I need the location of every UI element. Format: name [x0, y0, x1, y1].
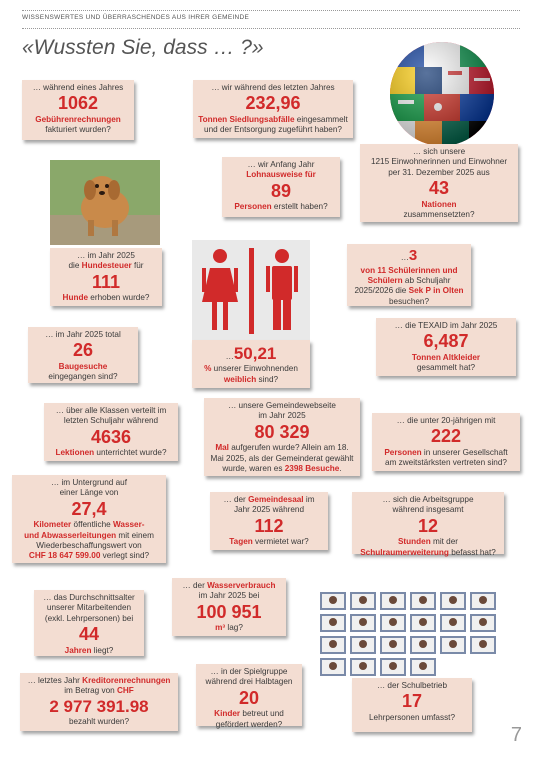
fact-outro: eingegangen sind? [48, 372, 118, 382]
fact-text: 2025/2026 die [354, 286, 409, 296]
fact-highlight: 2398 Besuche [284, 463, 340, 473]
fact-intro: … [225, 352, 234, 361]
fact-wasserleitungen [12, 475, 166, 563]
fact-outro: fakturiert wurden? [45, 125, 111, 135]
fact-gebuehrenrechnungen [22, 80, 134, 140]
fact-outro: verlegt sind? [100, 551, 150, 561]
fact-outro: am zweitstärksten vertreten sind? [385, 458, 507, 468]
fact-outro: zusammensetzten? [403, 209, 475, 219]
fact-text: Mai 2025, als der Gemeinderat gewählt [210, 453, 354, 463]
fact-number: 3 [408, 247, 418, 264]
fact-outro: liegt? [91, 645, 114, 655]
fact-baugesuche [28, 327, 138, 383]
page-title: «Wussten Sie, dass … ?» [22, 36, 264, 59]
fact-intro: … das Durchschnittsalter [43, 593, 135, 602]
fact-outro: befasst hat? [448, 547, 496, 557]
fact-text: 1215 Einwohnerinnen und Einwohner [370, 157, 508, 167]
fact-intro: … die unter 20-jährigen mit [396, 416, 496, 425]
fact-nationen [360, 144, 518, 222]
fact-highlight: Lektionen [55, 448, 95, 458]
fact-lohnausweise [222, 157, 340, 217]
fact-number: 50,21 [233, 344, 277, 363]
fact-intro: … in der Spielgruppe [210, 667, 288, 676]
fact-text: letzten Schuljahr während [63, 416, 159, 426]
fact-number: 17 [401, 691, 423, 712]
fact-number: 27,4 [71, 498, 107, 519]
male-female-icon [192, 240, 310, 340]
fact-hundesteuer [50, 248, 162, 306]
fact-text: die [68, 261, 82, 271]
fact-number: 1062 [57, 93, 99, 114]
fact-text: während insgesamt [392, 505, 464, 515]
fact-highlight: von 11 Schülerinnen und Schülern [360, 265, 458, 285]
fact-number: 100 951 [196, 601, 262, 622]
fact-intro: … die TEXAID im Jahr 2025 [394, 321, 498, 330]
flag-globe-icon [388, 40, 496, 148]
fact-intro: … der [223, 495, 249, 504]
fact-intro: … [400, 253, 409, 262]
fact-number: 232,96 [245, 93, 301, 114]
fact-outro: gefördert werden? [215, 719, 283, 729]
fact-text: in unserer Gesellschaft [421, 448, 508, 458]
fact-siedlungsabfaelle [193, 80, 353, 138]
fact-kreditorenrechnungen [20, 673, 178, 731]
fact-texaid [376, 318, 516, 376]
fact-highlight: Gemeindesaal [248, 495, 304, 504]
fact-outro: und der Entsorgung zugeführt haben? [204, 125, 342, 135]
fact-highlight: Tonnen Altkleider [411, 353, 481, 363]
fact-highlight: Kreditorenrechnungen [82, 676, 171, 685]
fact-number: 43 [428, 177, 450, 198]
fact-number: 2 977 391.98 [49, 696, 149, 716]
fact-text: betreut und [240, 709, 284, 719]
page-number: 7 [510, 724, 522, 746]
fact-sek-p [347, 244, 471, 306]
fact-intro: … der Schulbetrieb [376, 681, 448, 690]
fact-intro: … im Jahr 2025 total [45, 330, 121, 339]
fact-spielgruppe [196, 664, 302, 729]
fact-text: im [303, 495, 315, 504]
fact-number: 111 [91, 271, 121, 292]
fact-gemeindesaal [210, 492, 328, 550]
fact-outro: . [339, 463, 342, 473]
fact-outro: unterrichtet wurde? [94, 448, 167, 458]
fact-outro: besuchen? [388, 296, 430, 306]
fact-text: während drei Halbtagen [205, 677, 293, 687]
fact-highlight: Tagen [229, 537, 253, 547]
fact-highlight: Personen [234, 202, 272, 212]
fact-highlight: Personen [384, 448, 422, 458]
fact-number: 112 [254, 515, 284, 536]
fact-outro: lag? [225, 623, 243, 633]
fact-highlight: Nationen [421, 199, 457, 209]
fact-highlight: Wasser- [112, 520, 145, 530]
fact-outro: sind? [256, 374, 279, 384]
teacher-photo-grid [318, 590, 498, 678]
fact-number: 89 [270, 180, 292, 201]
fact-intro: … wir während des letzten Jahres [211, 83, 335, 92]
fact-highlight: CHF [116, 686, 134, 696]
fact-gemeindewebseite [204, 398, 360, 476]
fact-text: Jahr 2025 während [233, 505, 305, 515]
fact-text: wurde, waren es [222, 463, 285, 473]
fact-intro: … letztes Jahr [27, 676, 83, 685]
fact-lehrpersonen [352, 678, 472, 732]
fact-intro: … im Untergrund auf [51, 478, 127, 487]
fact-outro: erhoben wurde? [88, 293, 150, 303]
fact-text: Wiederbeschaffungswert von [36, 540, 142, 550]
header-divider [22, 28, 520, 29]
fact-intro: … sich unsere [412, 147, 466, 156]
fact-highlight: m³ [215, 623, 226, 633]
fact-number: 20 [238, 687, 260, 708]
fact-intro: … unsere Gemeindewebseite [228, 401, 336, 410]
fact-schulraumerweiterung [352, 492, 504, 557]
fact-highlight: Baugesuche [58, 362, 108, 372]
fact-outro: erstellt haben? [271, 202, 328, 212]
fact-intro: … über alle Klassen verteilt im [55, 406, 167, 415]
fact-highlight: Hundesteuer [81, 261, 132, 271]
fact-text: (exkl. Lehrpersonen) bei [44, 613, 134, 623]
fact-highlight: Lohnausweise für [246, 170, 316, 180]
fact-highlight: Kinder [214, 709, 241, 719]
section-header: WISSENSWERTES UND ÜBERRASCHENDES AUS IHRER GEMEINDE [22, 10, 520, 21]
fact-highlight: Schulraumerweiterung [360, 547, 449, 557]
fact-text: mit der [430, 537, 459, 547]
fact-highlight: Mal [215, 443, 229, 453]
fact-text: mit einem [116, 530, 154, 540]
fact-number: 4636 [90, 426, 132, 447]
fact-text: im Betrag von [64, 686, 117, 696]
fact-highlight: Tonnen Siedlungsabfälle [198, 115, 295, 125]
fact-intro: … der [182, 581, 208, 590]
fact-text: einer Länge von [59, 488, 119, 498]
fact-highlight: Sek P in Olten [408, 286, 464, 296]
fact-number: 44 [78, 623, 100, 644]
fact-text: aufgerufen wurde? Allein am 18. [228, 443, 349, 453]
fact-wasserverbrauch [172, 578, 286, 636]
fact-highlight: Hunde [62, 293, 89, 303]
fact-durchschnittsalter [34, 590, 144, 656]
fact-highlight: Stunden [397, 537, 431, 547]
fact-text: öffentliche [71, 520, 113, 530]
fact-text: unserer Einwohnenden [211, 364, 298, 374]
fact-number: 6,487 [423, 331, 469, 352]
fact-highlight: Jahren [64, 645, 92, 655]
fact-outro: bezahlt wurden? [68, 717, 130, 727]
fact-unter-20 [372, 413, 520, 471]
fact-outro: vermietet war? [252, 537, 309, 547]
fact-number: 222 [430, 426, 462, 447]
fact-highlight: und Abwasserleitungen [24, 530, 117, 540]
fact-highlight: Gebührenrechnungen [35, 115, 121, 125]
fact-highlight: Kilometer [33, 520, 72, 530]
fact-highlight: CHF 18 647 599.00 [28, 551, 101, 561]
fact-intro: … sich die Arbeitsgruppe [382, 495, 474, 504]
fact-text: für [131, 261, 144, 271]
fact-number: 80 329 [254, 421, 310, 442]
fact-weiblich [192, 340, 310, 388]
fact-outro: gesammelt hat? [416, 363, 476, 373]
fact-text: per 31. Dezember 2025 aus [388, 167, 490, 177]
fact-highlight: Wasserverbrauch [207, 581, 276, 590]
fact-text: unserer Mitarbeitenden [46, 603, 132, 613]
fact-outro: Lehrpersonen umfasst? [368, 713, 456, 723]
fact-lektionen [44, 403, 178, 461]
fact-number: 26 [72, 340, 94, 361]
fact-text: ab Schuljahr [402, 276, 451, 285]
fact-number: 12 [417, 515, 439, 536]
fact-text: im Jahr 2025 bei [198, 591, 260, 601]
fact-text: im Jahr 2025 [258, 411, 306, 421]
fact-intro: … wir Anfang Jahr [247, 160, 315, 169]
fact-highlight: weiblich [223, 374, 257, 384]
fact-highlight: % [204, 364, 212, 374]
dog-photo [50, 160, 160, 245]
fact-intro: … während eines Jahres [32, 83, 124, 92]
fact-intro: … im Jahr 2025 [77, 251, 135, 260]
fact-text: eingesammelt [294, 115, 348, 125]
